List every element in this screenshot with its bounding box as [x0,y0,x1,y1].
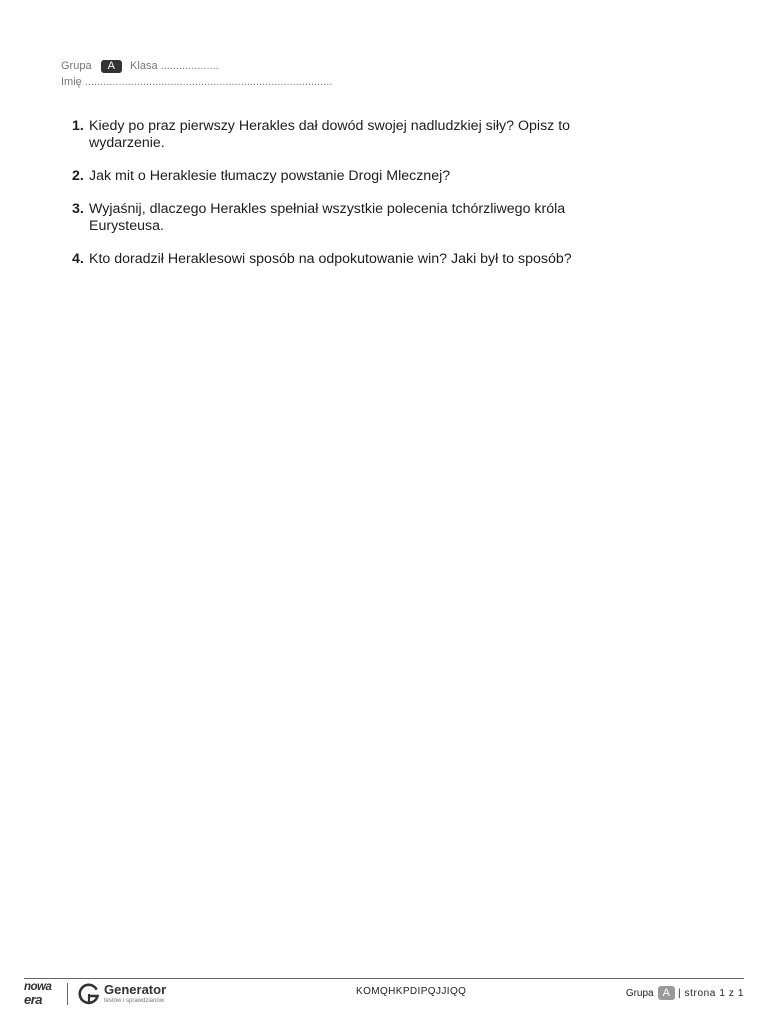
page-number: | strona 1 z 1 [677,987,744,999]
generator-title: Generator [104,982,167,997]
question-text: Wyjaśnij, dlaczego Herakles spełniał wszystkie polecenia tchórzliwego króla Eurysteusa. [89,201,566,234]
student-info-header [61,58,332,90]
logo-era-text: era [24,992,43,1007]
logo-nowa-text: nowa [24,981,52,993]
question-text: Jak mit o Heraklesie tłumaczy powstanie Drogi Mlecznej? [89,168,451,184]
question-item [72,168,612,185]
question-text: Kiedy po praz pierwszy Herakles dał dowód swojej nadludzkiej siły? Opisz to wydarzenie. [89,118,571,151]
name-label: Imię [61,76,82,88]
question-list [72,118,612,284]
generator-subtitle: testów i sprawdzianów [104,998,165,1004]
class-label: Klasa [130,60,158,72]
footer-group-label: Grupa [625,987,654,999]
group-label: Grupa [61,60,92,72]
class-dots: ................... [160,60,219,72]
generator-g-icon [77,982,101,1006]
footer-divider [24,978,744,979]
test-code: KOMQHKPDIPQJJIQQ [356,986,467,997]
logo-separator [67,983,68,1005]
question-item [72,118,612,152]
name-dots: ................................................................................. [84,76,333,88]
question-number: 1. [72,118,84,134]
footer-group-badge: A [658,986,675,1000]
name-row [61,74,332,90]
footer-page-info [626,986,744,1000]
question-item [72,251,612,268]
nowa-era-logo [24,982,60,1008]
group-class-row [61,58,332,74]
question-number: 2. [72,168,84,184]
question-number: 3. [72,201,84,217]
question-number: 4. [72,251,84,267]
group-badge: A [101,60,122,73]
question-text: Kto doradził Heraklesowi sposób na odpokutowanie win? Jaki był to sposób? [89,251,572,267]
question-item [72,201,612,235]
